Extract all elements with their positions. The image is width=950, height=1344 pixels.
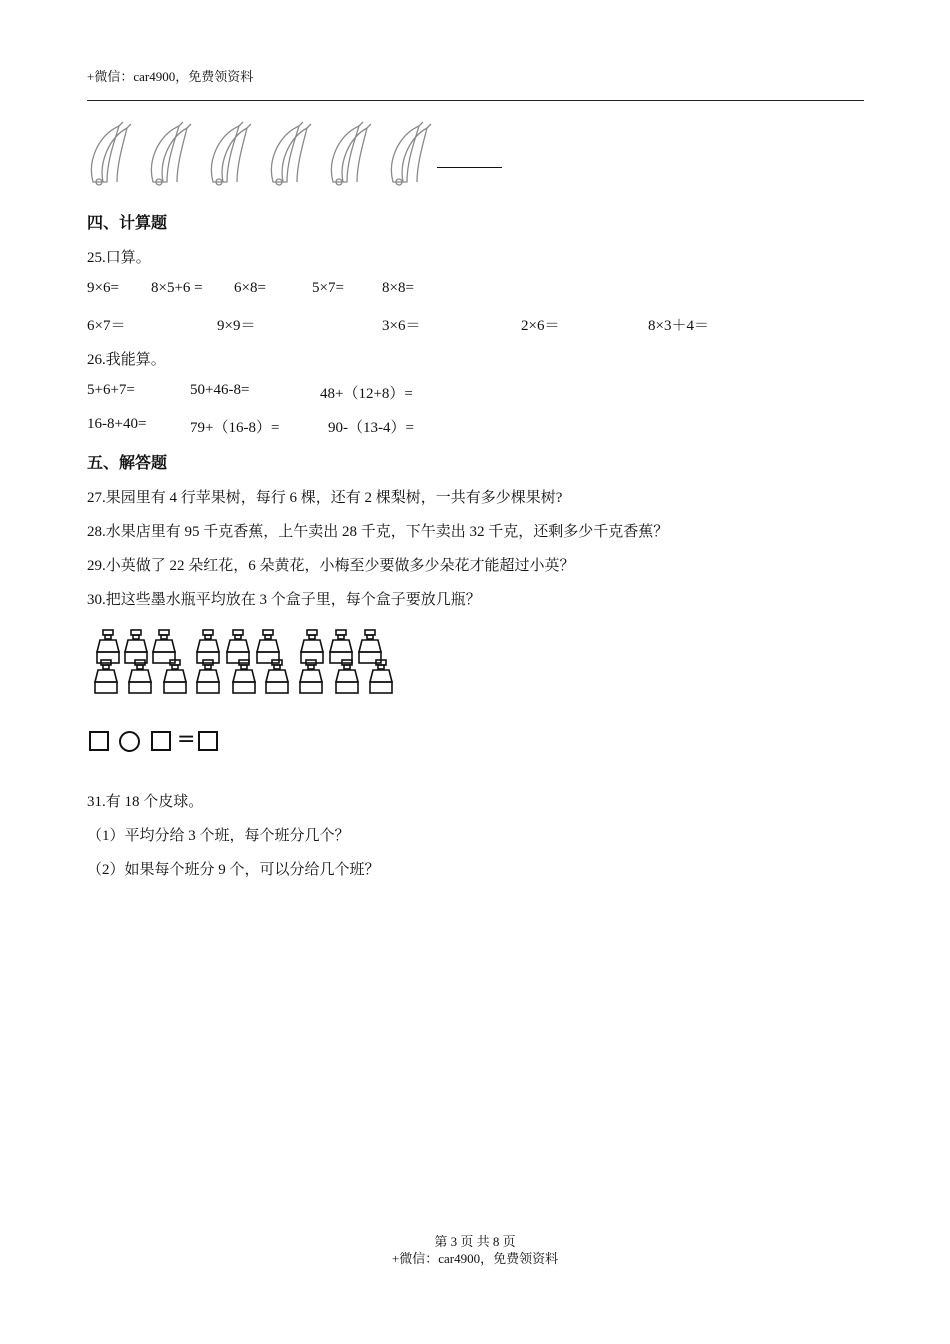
header-rule	[87, 100, 864, 101]
q30-text: 30.把这些墨水瓶平均放在 3 个盒子里，每个盒子要放几瓶？	[87, 592, 481, 608]
q26-item: 5+6+7=	[87, 382, 135, 398]
q25-item: 6×7＝	[87, 318, 126, 334]
q26-title: 26.我能算。	[87, 352, 166, 368]
ink-bottle-icon	[95, 660, 117, 693]
section-five-title: 五、解答题	[87, 453, 168, 472]
ink-bottle-icon	[197, 660, 219, 693]
ink-bottle-icon	[227, 630, 249, 663]
ink-bottle-icon	[257, 630, 279, 663]
q25-item: 9×9＝	[217, 318, 256, 334]
banana-illustration	[85, 120, 445, 190]
banana-icon	[391, 122, 431, 185]
ink-bottle-icon	[129, 660, 151, 693]
q26-item: 50+46-8=	[190, 382, 250, 398]
ink-bottle-icon	[153, 630, 175, 663]
answer-box[interactable]	[151, 731, 171, 751]
header-watermark: +微信：car4900，免费领资料	[87, 69, 254, 84]
q27-text: 27.果园里有 4 行苹果树，每行 6 棵，还有 2 棵梨树，一共有多少棵果树?	[87, 490, 563, 506]
answer-box[interactable]	[89, 731, 109, 751]
q31-sub1: （1）平均分给 3 个班，每个班分几个？	[87, 828, 350, 844]
banana-icon	[91, 122, 131, 185]
q25-item: 8×8=	[382, 280, 414, 296]
footer-watermark: +微信：car4900，免费领资料	[391, 1251, 559, 1266]
section-four-title: 四、计算题	[87, 213, 168, 232]
q26-item: 48+（12+8）=	[320, 386, 413, 402]
q26-item: 16-8+40=	[87, 416, 147, 432]
q31-title: 31.有 18 个皮球。	[87, 794, 204, 810]
q25-item: 8×3＋4＝	[648, 318, 709, 334]
banana-icon	[331, 122, 371, 185]
ink-bottles-illustration	[87, 628, 407, 696]
q29-text: 29.小英做了 22 朵红花，6 朵黄花，小梅至少要做多少朵花才能超过小英？	[87, 558, 575, 574]
ink-bottle-icon	[197, 630, 219, 663]
ink-bottle-icon	[300, 660, 322, 693]
answer-blank-line[interactable]	[437, 167, 502, 168]
q26-item: 90-（13-4）=	[328, 420, 414, 436]
ink-bottle-icon	[97, 630, 119, 663]
q31-sub2: （2）如果每个班分 9 个，可以分给几个班？	[87, 862, 380, 878]
equals-sign: =	[177, 727, 196, 752]
ink-bottle-icon	[359, 630, 381, 663]
ink-bottle-icon	[266, 660, 288, 693]
q25-item: 5×7=	[312, 280, 344, 296]
q25-item: 8×5+6 =	[151, 280, 203, 296]
q25-item: 9×6=	[87, 280, 119, 296]
q25-item: 3×6＝	[382, 318, 421, 334]
ink-bottle-icon	[164, 660, 186, 693]
ink-bottle-icon	[301, 630, 323, 663]
ink-bottle-icon	[330, 630, 352, 663]
q28-text: 28.水果店里有 95 千克香蕉，上午卖出 28 千克，下午卖出 32 千克，还剩多少千克香蕉？	[87, 524, 669, 540]
q25-title: 25.口算。	[87, 250, 151, 266]
ink-bottle-icon	[370, 660, 392, 693]
q26-item: 79+（16-8）=	[190, 420, 280, 436]
banana-icon	[151, 122, 191, 185]
answer-box[interactable]	[198, 731, 218, 751]
ink-bottle-icon	[125, 630, 147, 663]
banana-icon	[211, 122, 251, 185]
q25-item: 6×8=	[234, 280, 266, 296]
ink-bottle-icon	[336, 660, 358, 693]
page-number: 第 3 页 共 8 页	[434, 1234, 516, 1249]
operator-circle[interactable]	[119, 731, 140, 752]
banana-icon	[271, 122, 311, 185]
ink-bottle-icon	[233, 660, 255, 693]
q25-item: 2×6＝	[521, 318, 560, 334]
